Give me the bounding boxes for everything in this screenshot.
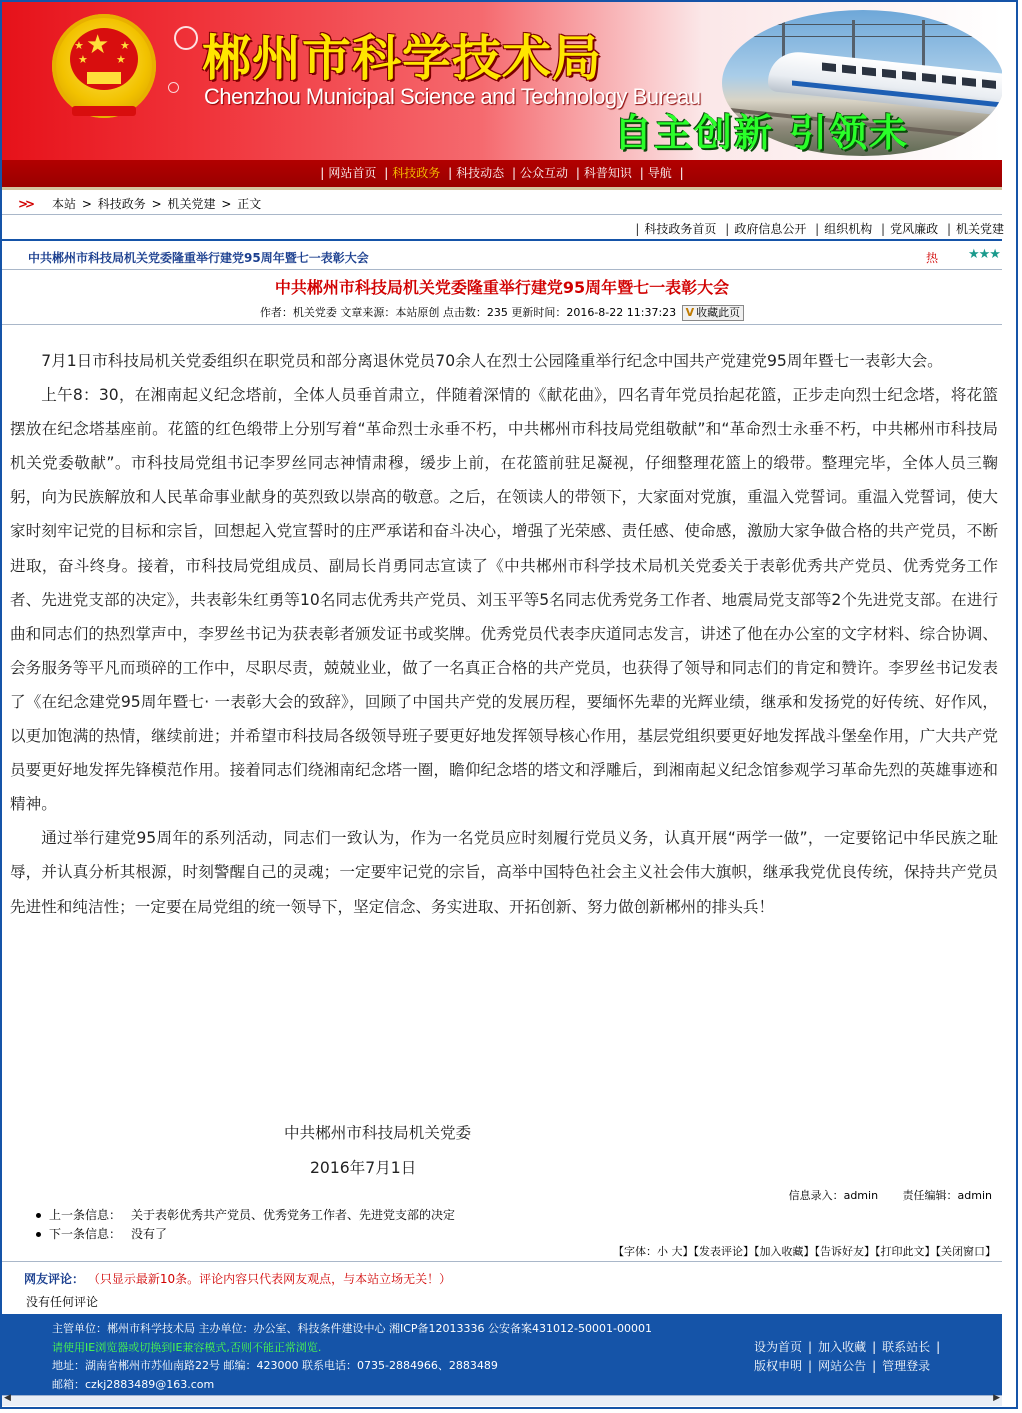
subnav-integrity[interactable]: 党风廉政 xyxy=(890,222,939,236)
divider xyxy=(2,1261,1002,1262)
meta-updated: 更新时间：2016-8-22 11:37:23 xyxy=(511,306,677,319)
comments-label: 网友评论： xyxy=(24,1272,85,1286)
nav-popsci[interactable]: 科普知识 xyxy=(583,166,632,180)
nav-home[interactable]: 网站首页 xyxy=(328,166,377,180)
article-paragraph: 通过举行建党95周年的系列活动，同志们一致认为，作为一名党员应时刻履行党员义务，认真开展“两学一做”，一定要铭记中华民族之耻辱，并认真分析其根源，时刻警醒自己的灵魂；一定要牢记党的宗旨，高举中国特色社会主义社会伟大旗帜，继承我党优良传统，保持共产党员先进性和纯洁性；一定要在局党组的统一领导下，坚定信念、务实进取、开拓创新、努力做创新郴州的排头兵！ xyxy=(10,829,998,916)
font-large-button[interactable]: 大 xyxy=(671,1245,683,1258)
subnav-party[interactable]: 机关党建 xyxy=(955,222,1004,236)
next-article xyxy=(36,1225,455,1244)
divider xyxy=(2,239,1002,241)
editor-by: 责任编辑：admin xyxy=(902,1189,992,1202)
rating-stars-icon: ★★★ xyxy=(968,247,1000,262)
breadcrumb-item-gov[interactable]: 科技政务 xyxy=(97,197,146,211)
prev-label: 上一条信息： xyxy=(49,1208,122,1222)
site-subtitle: Chenzhou Municipal Science and Technology Bureau xyxy=(204,84,701,109)
footer-address: 地址：湖南省郴州市苏仙南路22号 邮编：423000 联系电话：0735-2884966、2883489 xyxy=(52,1359,498,1372)
site-banner xyxy=(2,2,1002,160)
article-paragraph: 7月1日市科技局机关党委组织在职党员和部分离退休党员70余人在烈士公园隆重举行纪念中国共产党建党95周年暨七一表彰大会。 xyxy=(41,352,943,370)
next-article-text: 没有了 xyxy=(131,1227,168,1241)
comments-header xyxy=(24,1270,451,1287)
tell-friend-button[interactable]: 【告诉好友】 xyxy=(814,1245,875,1258)
hot-badge: 热 xyxy=(926,251,939,265)
close-window-button[interactable]: 【关闭窗口】 xyxy=(935,1245,996,1258)
banner-slogan: 自主创新 引领未 xyxy=(614,111,910,155)
font-size-prefix: 【字体： xyxy=(613,1245,657,1258)
breadcrumb-sep: > xyxy=(151,197,162,211)
site-title: 郴州市科学技术局 xyxy=(202,30,603,87)
horizontal-scrollbar[interactable] xyxy=(2,1395,1002,1406)
breadcrumb-item-party[interactable]: 机关党建 xyxy=(167,197,216,211)
next-label: 下一条信息： xyxy=(49,1227,122,1241)
editor-info xyxy=(2,1187,992,1203)
scroll-left-icon[interactable]: ◀ xyxy=(4,1393,11,1403)
subnav-info-open[interactable]: 政府信息公开 xyxy=(734,222,807,236)
footer-email: 邮箱：czkj2883489@163.com xyxy=(52,1377,215,1391)
comments-note: （只显示最新10条。评论内容只代表网友观点，与本站立场无关！） xyxy=(87,1272,452,1286)
breadcrumb-sep: > xyxy=(221,197,232,211)
nav-sci-gov[interactable]: 科技政务 xyxy=(392,166,441,180)
decor-bubble xyxy=(174,26,198,50)
site-footer xyxy=(2,1314,1002,1395)
favorite-v-icon: V xyxy=(685,306,695,319)
meta-source: 文章来源：本站原创 xyxy=(340,306,440,319)
headline-bar xyxy=(2,244,1002,270)
prev-next-list xyxy=(36,1206,455,1244)
article-paragraph: 上午8：30，在湘南起义纪念塔前，全体人员垂首肃立，伴随着深情的《献花曲》，四名青年党员抬起花篮，正步走向烈士纪念塔，将花篮摆放在纪念塔基座前。花篮的红色缎带上分别写着“革命烈士永垂不朽，中共郴州市科技局党组敬献”和“革命烈士永垂不朽，中共郴州市科技局机关党委敬献”。市科技局党组书记李罗丝同志神情肃穆，缓步上前，在花篮前驻足凝视，仔细整理花篮上的缎带。整理完毕，全体人员三鞠躬，向为民族解放和人民革命事业献身的英烈致以崇高的敬意。之后，在领读人的带领下，大家面对党旗，重温入党誓词。重温入党誓词，使大家时刻牢记党的目标和宗旨，回想起入党宣誓时的庄严承诺和奋斗决心，增强了光荣感、责任感、使命感，激励大家争做合格的共产党员，不断进取，奋斗终身。接着，市科技局党组成员、副局长肖勇同志宣读了《中共郴州市科学技术局机关党委关于表彰优秀共产党员、优秀党务工作者、先进党支部的决定》，共表彰朱红勇等10名同志优秀共产党员、刘玉平等5名同志优秀党务工作者、地震局党支部等2个先进党支部。在进行曲和同志们的热烈掌声中，李罗丝书记为获表彰者颁发证书或奖牌。优秀党员代表李庆道同志发言，讲述了他在办公室的文字材料、综合协调、会务服务等平凡而琐碎的工作中，尽职尽责，兢兢业业，做了一名真正合格的共产党员，也获得了领导和同志们的肯定和赞许。李罗丝书记发表了《在纪念建党95周年暨七· 一表彰大会的致辞》，回顾了中国共产党的发展历程，要缅怀先辈的光辉业绩，继承和发扬党的好传统、好作风，以更加饱满的热情，继续前进；并希望市科技局各级领导班子要更好地发挥领导核心作用，基层党组织要更好地发挥战斗堡垒作用，广大共产党员要更好地发挥先锋模范作用。接着同志们绕湘南纪念塔一圈，瞻仰纪念塔的塔文和浮雕后，到湘南起义纪念馆参观学习革命先烈的英雄事迹和精神。 xyxy=(10,386,998,814)
breadcrumb xyxy=(2,194,1002,215)
favorite-page-button[interactable] xyxy=(682,305,745,321)
prev-article-link[interactable]: 关于表彰优秀共产党员、优秀党务工作者、先进党支部的决定 xyxy=(131,1208,456,1222)
font-size-suffix: 】 xyxy=(682,1245,694,1258)
bullet-icon xyxy=(36,1232,41,1237)
sub-nav: | 科技政务首页 | 政府信息公开 | 组织机构 | 党风廉政 | 机关党建 xyxy=(635,222,1004,236)
headline-link[interactable]: 中共郴州市科技局机关党委隆重举行建党95周年暨七一表彰大会 xyxy=(28,251,369,265)
entry-by: 信息录入：admin xyxy=(788,1189,879,1202)
set-homepage-link[interactable]: 设为首页 xyxy=(754,1340,803,1354)
copyright-link[interactable]: 版权申明 xyxy=(754,1359,803,1373)
footer-links: 设为首页 | 加入收藏 | 联系站长 | 版权申明 | 网站公告 | 管理登录 xyxy=(754,1340,941,1373)
article-title: 中共郴州市科技局机关党委隆重举行建党95周年暨七一表彰大会 xyxy=(274,278,730,297)
subnav-gov-home[interactable]: 科技政务首页 xyxy=(644,222,717,236)
scroll-right-icon[interactable]: ▶ xyxy=(993,1393,1000,1403)
nav-sci-news[interactable]: 科技动态 xyxy=(456,166,505,180)
breadcrumb-item-site[interactable]: 本站 xyxy=(52,197,77,211)
contact-admin-link[interactable]: 联系站长 xyxy=(882,1340,931,1354)
article-tools xyxy=(2,1243,996,1259)
print-button[interactable]: 【打印此文】 xyxy=(875,1245,936,1258)
favorite-page-label: 收藏此页 xyxy=(696,306,741,319)
decor-bubble-small xyxy=(168,82,179,93)
article-meta xyxy=(2,304,1002,321)
breadcrumb-sep: > xyxy=(81,197,92,211)
divider xyxy=(2,324,1002,325)
breadcrumb-item-current: 正文 xyxy=(237,197,262,211)
signature-org: 中共郴州市科技局机关党委 xyxy=(284,1124,472,1142)
article-body xyxy=(10,344,998,924)
footer-browser-warning: 请使用IE浏览器或切换到IE兼容模式,否则不能正常浏览. xyxy=(52,1340,322,1354)
announcement-link[interactable]: 网站公告 xyxy=(818,1359,867,1373)
comments-empty: 没有任何评论 xyxy=(26,1295,99,1309)
national-emblem-icon: ★ ★ ★ ★ ★ xyxy=(52,14,156,118)
add-favorite-button[interactable]: 【加入收藏】 xyxy=(754,1245,815,1258)
main-nav: | 网站首页 | 科技政务 | 科技动态 | 公众互动 | 科普知识 | 导航 | xyxy=(2,160,1002,190)
font-small-button[interactable]: 小 xyxy=(657,1245,668,1258)
post-comment-button[interactable]: 【发表评论】 xyxy=(693,1245,754,1258)
meta-author: 作者：机关党委 xyxy=(259,306,337,319)
nav-public[interactable]: 公众互动 xyxy=(520,166,569,180)
meta-clicks: 点击数：235 xyxy=(442,306,508,319)
signature-date: 2016年7月1日 xyxy=(310,1159,417,1177)
footer-sponsor: 主管单位：郴州市科学技术局 主办单位：办公室、科技条件建设中心 湘ICP备12013336 公安备案431012-50001-00001 xyxy=(52,1322,652,1335)
prev-article xyxy=(36,1206,455,1225)
bullet-icon xyxy=(36,1213,41,1218)
admin-login-link[interactable]: 管理登录 xyxy=(882,1359,931,1373)
nav-guide[interactable]: 导航 xyxy=(647,166,672,180)
breadcrumb-arrows-icon: >> xyxy=(18,197,33,211)
subnav-org[interactable]: 组织机构 xyxy=(824,222,873,236)
add-favorite-link[interactable]: 加入收藏 xyxy=(818,1340,867,1354)
